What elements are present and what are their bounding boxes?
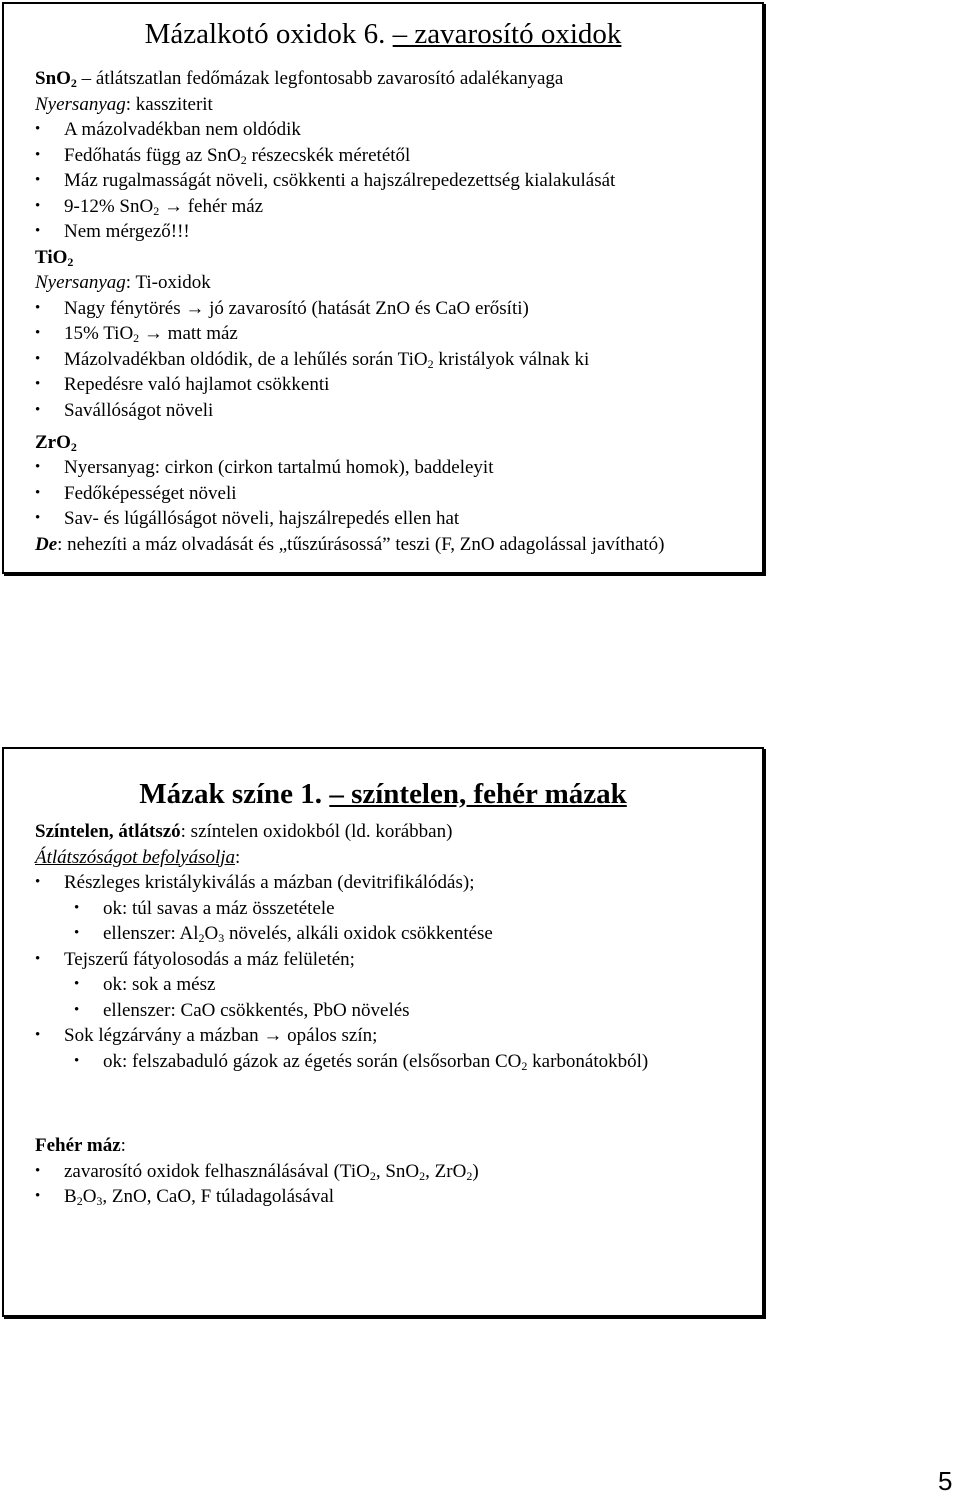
sno2-heading: SnO$_2$ – átlátszatlan fedőmázak legfontosabb zavarosító adalékanyaga (35, 68, 564, 90)
sub-list-item: • ok: túl savas a máz összetétele (35, 896, 752, 922)
zro2-heading: ZrO$_2$ (35, 432, 77, 454)
list-item: • Sav- és lúgállóságot növeli, hajszálrepedés ellen hat (35, 506, 752, 532)
title-prefix: Mázak színe 1. (139, 778, 330, 810)
sub-list-item: • ellenszer: CaO csökkentés, PbO növelés (35, 998, 752, 1024)
list-item: • Tejszerű fátyolosodás a máz felületén; (35, 947, 752, 973)
list-item: • 15% TiO$_2$ → matt máz (35, 321, 752, 347)
sub-list-item: • ellenszer: $Al_2O_3$ növelés, alkáli oxidok csökkentése (35, 921, 752, 947)
sno2-raw-material: Nyersanyag: kassziterit (35, 93, 213, 115)
sub-list-item: • ok: felszabaduló gázok az égetés során (elsősorban $CO_2$ karbonátokból) (35, 1049, 752, 1075)
de-note: De: nehezíti a máz olvadását és „tűszúrásossá” teszi (F, ZnO adagolással javítható) (35, 533, 665, 555)
page-number: 5 (938, 1466, 953, 1496)
list-item: • $B_2O_3$, ZnO, CaO, F túladagolásával (35, 1184, 752, 1210)
tio2-heading: TiO$_2$ (35, 246, 74, 269)
list-item: • Savállóságot növeli (35, 398, 752, 424)
spacer (35, 1074, 752, 1133)
list-item: • Fedőhatás függ az SnO$_2$ részecskék méretétől (35, 143, 752, 169)
tio2-raw-material: Nyersanyag: Ti-oxidok (35, 272, 211, 293)
list-item: • Nagy fénytörés → jó zavarosító (hatását ZnO és CaO erősíti) (35, 296, 752, 322)
colorless-line: Színtelen, átlátszó: színtelen oxidokból (ld. korábban) (35, 821, 453, 842)
list-item: • 9-12% SnO$_2$ → fehér máz (35, 194, 752, 220)
slide-2 (2, 747, 764, 1317)
list-item: • Sok légzárvány a mázban → opálos szín; (35, 1023, 752, 1049)
slide-1 (2, 2, 764, 574)
slide-2-title (4, 778, 762, 811)
list-item: • Fedőképességet növeli (35, 481, 752, 507)
title-underlined: – színtelen, fehér mázak (329, 778, 627, 810)
list-item: • A mázolvadékban nem oldódik (35, 117, 752, 143)
list-item: • Mázolvadékban oldódik, de a lehűlés során TiO$_2$ kristályok válnak ki (35, 347, 752, 373)
white-glaze-label: Fehér máz: (35, 1135, 126, 1156)
title-prefix: Mázalkotó oxidok 6. (144, 18, 393, 50)
title-underlined: – zavarosító oxidok (392, 18, 622, 50)
list-item: • Nem mérgező!!! (35, 219, 752, 245)
list-item: • Részleges kristálykiválás a mázban (devitrifikálódás); (35, 870, 752, 896)
sub-list-item: • ok: sok a mész (35, 972, 752, 998)
slide-1-content (35, 66, 752, 557)
transparency-label: Átlátszóságot befolyásolja: (35, 846, 241, 868)
list-item: • Repedésre való hajlamot csökkenti (35, 372, 752, 398)
list-item: • zavarosító oxidok felhasználásával (TiO$_2$, SnO$_2$, ZrO$_2$) (35, 1159, 752, 1185)
list-item: • Máz rugalmasságát növeli, csökkenti a hajszálrepedezettség kialakulását (35, 168, 752, 194)
list-item: • Nyersanyag: cirkon (cirkon tartalmú homok), baddeleyit (35, 455, 752, 481)
slide-1-title (4, 18, 762, 51)
slide-2-content (35, 819, 752, 1210)
